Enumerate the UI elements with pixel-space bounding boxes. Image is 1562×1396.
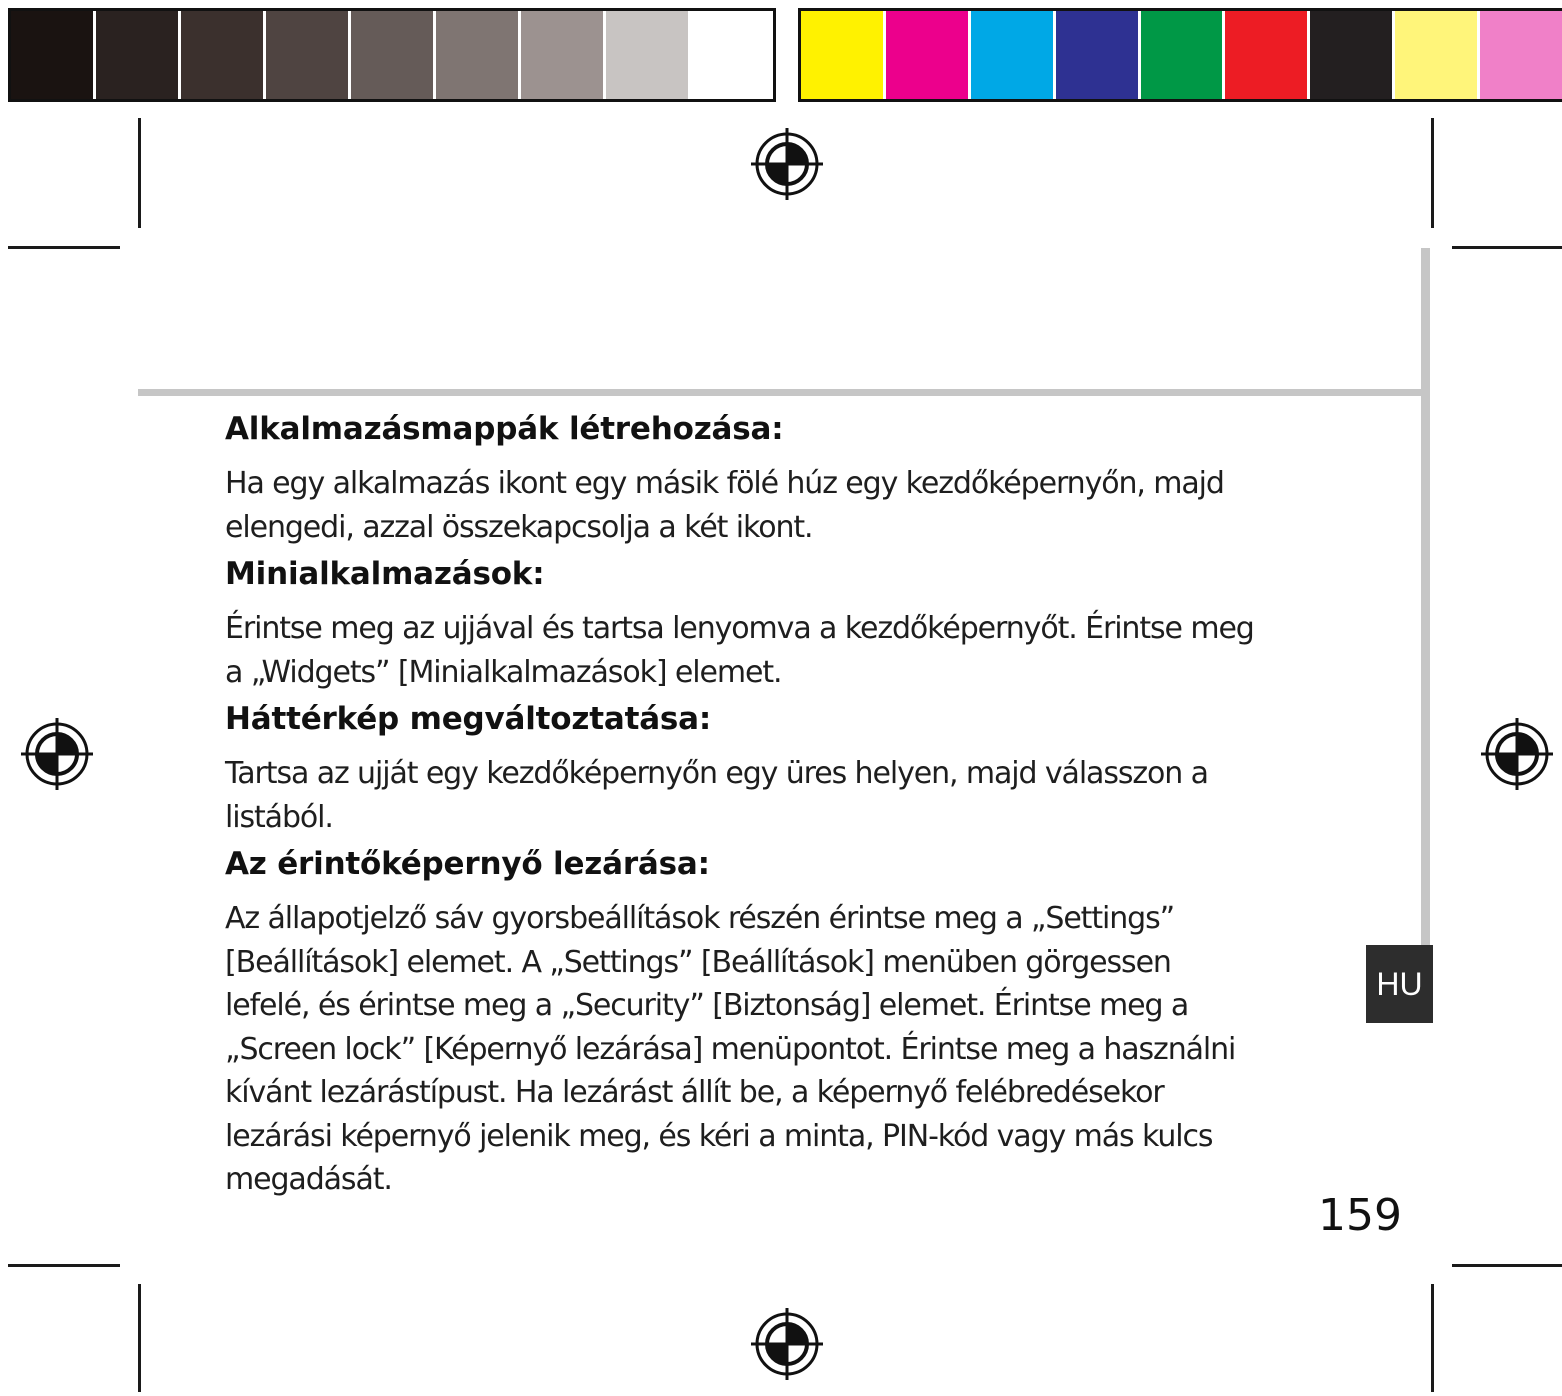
color-swatch xyxy=(886,11,971,99)
page-number: 159 xyxy=(1318,1190,1402,1241)
gray-swatch xyxy=(96,11,181,99)
body-line: Tartsa az ujját egy kezdőképernyőn egy üres helyen, majd válasszon a xyxy=(225,756,1208,791)
color-swatch xyxy=(1395,11,1480,99)
body-line: lefelé, és érintse meg a „Security” [Biztonság] elemet. Érintse meg a xyxy=(225,988,1189,1023)
grayscale-color-bar xyxy=(8,8,776,102)
section-widgets xyxy=(225,553,1355,694)
crop-mark-top-left-horizontal xyxy=(8,246,120,249)
section-heading: Minialkalmazások: xyxy=(225,556,545,592)
gray-swatch xyxy=(181,11,266,99)
registration-mark-icon xyxy=(1478,715,1556,793)
crop-mark-bottom-left-vertical xyxy=(138,1284,141,1392)
body-line: Az állapotjelző sáv gyorsbeállítások részén érintse meg a „Settings” xyxy=(225,901,1175,936)
registration-mark-icon xyxy=(748,1305,826,1383)
crop-mark-bottom-right-vertical xyxy=(1431,1284,1434,1392)
body-line: Ha egy alkalmazás ikont egy másik fölé húz egy kezdőképernyőn, majd xyxy=(225,466,1224,501)
gray-swatch xyxy=(11,11,96,99)
gray-swatch xyxy=(266,11,351,99)
color-swatch xyxy=(1480,11,1562,99)
section-wallpaper xyxy=(225,698,1355,839)
crop-mark-bottom-right-horizontal xyxy=(1452,1264,1562,1267)
body-line: lezárási képernyő jelenik meg, és kéri a minta, PIN-kód vagy más kulcs xyxy=(225,1118,1213,1154)
crop-mark-bottom-left-horizontal xyxy=(8,1264,120,1267)
body-line: [Beállítások] elemet. A „Settings” [Beállítások] menüben görgessen xyxy=(225,944,1171,980)
crop-mark-top-right-vertical xyxy=(1431,118,1434,228)
registration-mark-icon xyxy=(748,125,826,203)
color-swatch xyxy=(971,11,1056,99)
color-swatch xyxy=(1225,11,1310,99)
color-swatch xyxy=(801,11,886,99)
body-line: a „Widgets” [Minialkalmazások] elemet. xyxy=(225,654,782,690)
gray-swatch xyxy=(436,11,521,99)
manual-content xyxy=(225,408,1355,1206)
body-line: listából. xyxy=(225,799,333,835)
side-rule xyxy=(1421,248,1430,948)
color-swatch xyxy=(1056,11,1141,99)
crop-mark-top-right-horizontal xyxy=(1452,246,1562,249)
language-tab: HU xyxy=(1366,945,1433,1023)
section-screen-lock xyxy=(225,843,1355,1202)
gray-swatch xyxy=(691,11,773,99)
gray-swatch xyxy=(521,11,606,99)
body-line: Érintse meg az ujjával és tartsa lenyomva a kezdőképernyőt. Érintse meg xyxy=(225,611,1254,646)
gray-swatch xyxy=(606,11,691,99)
registration-mark-icon xyxy=(18,715,96,793)
crop-mark-top-left-vertical xyxy=(138,118,141,228)
color-swatch xyxy=(1310,11,1395,99)
section-heading: Alkalmazásmappák létrehozása: xyxy=(225,411,784,447)
section-heading: Háttérkép megváltoztatása: xyxy=(225,701,712,737)
section-app-folders xyxy=(225,408,1355,549)
process-color-bar xyxy=(798,8,1562,102)
section-heading: Az érintőképernyő lezárása: xyxy=(225,846,710,882)
gray-swatch xyxy=(351,11,436,99)
body-line: „Screen lock” [Képernyő lezárása] menüpontot. Érintse meg a használni xyxy=(225,1031,1236,1067)
color-swatch xyxy=(1141,11,1226,99)
body-line: megadását. xyxy=(225,1162,392,1197)
header-rule xyxy=(138,389,1426,396)
body-line: elengedi, azzal összekapcsolja a két ikont. xyxy=(225,509,813,545)
body-line: kívánt lezárástípust. Ha lezárást állít be, a képernyő felébredésekor xyxy=(225,1075,1164,1110)
